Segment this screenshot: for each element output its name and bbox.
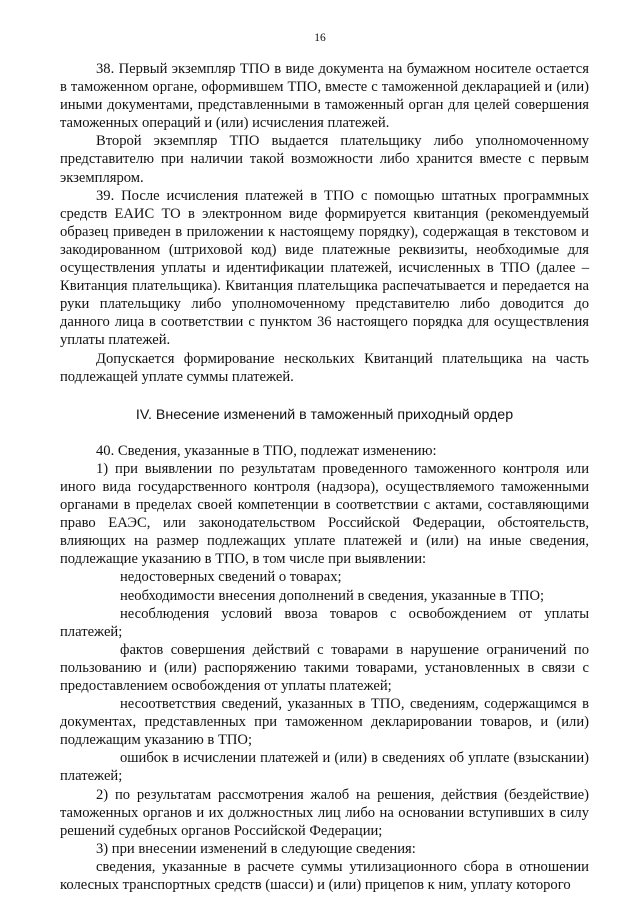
paragraphs-before-section — [60, 60, 589, 386]
paragraph: сведения, указанные в расчете суммы утилизационного сбора в отношении колесных транспортных средств (шасси) и (или) прицепов к ним, уплату которого — [60, 858, 589, 894]
paragraph: необходимости внесения дополнений в сведения, указанные в ТПО; — [120, 587, 545, 604]
paragraph: 1) при выявлении по результатам проведенного таможенного контроля или иного вида государственного контроля (надзора), осуществляемого таможенными органами в пределах своей компетенции в соответствии с актами, составляющими право ЕАЭС, или законодательством Российской Федерации, обстоятельств, влияющих на размер подлежащих уплате платежей и (или) на иные сведения, подлежащие указанию в ТПО, в том числе при выявлении: — [60, 460, 589, 568]
paragraph: фактов совершения действий с товарами в нарушение ограничений по пользованию и (или) распоряжению такими товарами, установленных в связи с предоставлением освобождения от уплаты платежей; — [60, 641, 589, 694]
paragraph: несоответствия сведений, указанных в ТПО, сведениям, содержащимся в документах, представленных при таможенном декларировании товаров, и (или) подлежащим указанию в ТПО; — [60, 696, 589, 749]
paragraph: недостоверных сведений о товарах; — [120, 569, 342, 586]
paragraph: ошибок в исчислении платежей и (или) в сведениях об уплате (взыскании) платежей; — [60, 750, 589, 785]
paragraphs-after-section — [60, 442, 589, 894]
paragraph: 40. Сведения, указанные в ТПО, подлежат изменению: — [96, 442, 437, 459]
paragraph: 38. Первый экземпляр ТПО в виде документа на бумажном носителе остается в таможенном органе, оформившем ТПО, вместе с таможенной декларацией и (или) иными документами, представленными в таможенный орган для целей совершения таможенных операций и (или) исчисления платежей. — [60, 61, 589, 132]
document-body — [60, 60, 589, 894]
paragraph: Второй экземпляр ТПО выдается плательщику либо уполномоченному представителю при наличии такой возможности либо хранится вместе с первым экземпляром. — [60, 133, 589, 186]
paragraph: 2) по результатам рассмотрения жалоб на решения, действия (бездействие) таможенных органов и их должностных лиц либо на основании вступивших в силу решений судебных органов Российской Федерации; — [60, 786, 589, 839]
paragraph: 3) при внесении изменений в следующие сведения: — [96, 840, 416, 857]
paragraph: несоблюдения условий ввоза товаров с освобождением от уплаты платежей; — [60, 605, 589, 640]
section-heading: IV. Внесение изменений в таможенный приходный ордер — [135, 406, 514, 423]
page-number: 16 — [314, 32, 326, 44]
paragraph: Допускается формирование нескольких Квитанций плательщика на часть подлежащей уплате суммы платежей. — [60, 350, 589, 385]
paragraph: 39. После исчисления платежей в ТПО с помощью штатных программных средств ЕАИС ТО в электронном виде формируется квитанция (рекомендуемый образец приведен в приложении к настоящему порядку), содержащая в текстовом и закодированном (штриховой код) виде платежные реквизиты, необходимые для осуществления уплаты и идентификации платежей, исчисленных в ТПО (далее – Квитанция плательщика). Квитанция плательщика распечатывается и передается на руки плательщику либо уполномоченному представителю либо доводится до данного лица в соответствии с пунктом 36 настоящего порядка для осуществления уплаты платежей. — [60, 187, 589, 349]
